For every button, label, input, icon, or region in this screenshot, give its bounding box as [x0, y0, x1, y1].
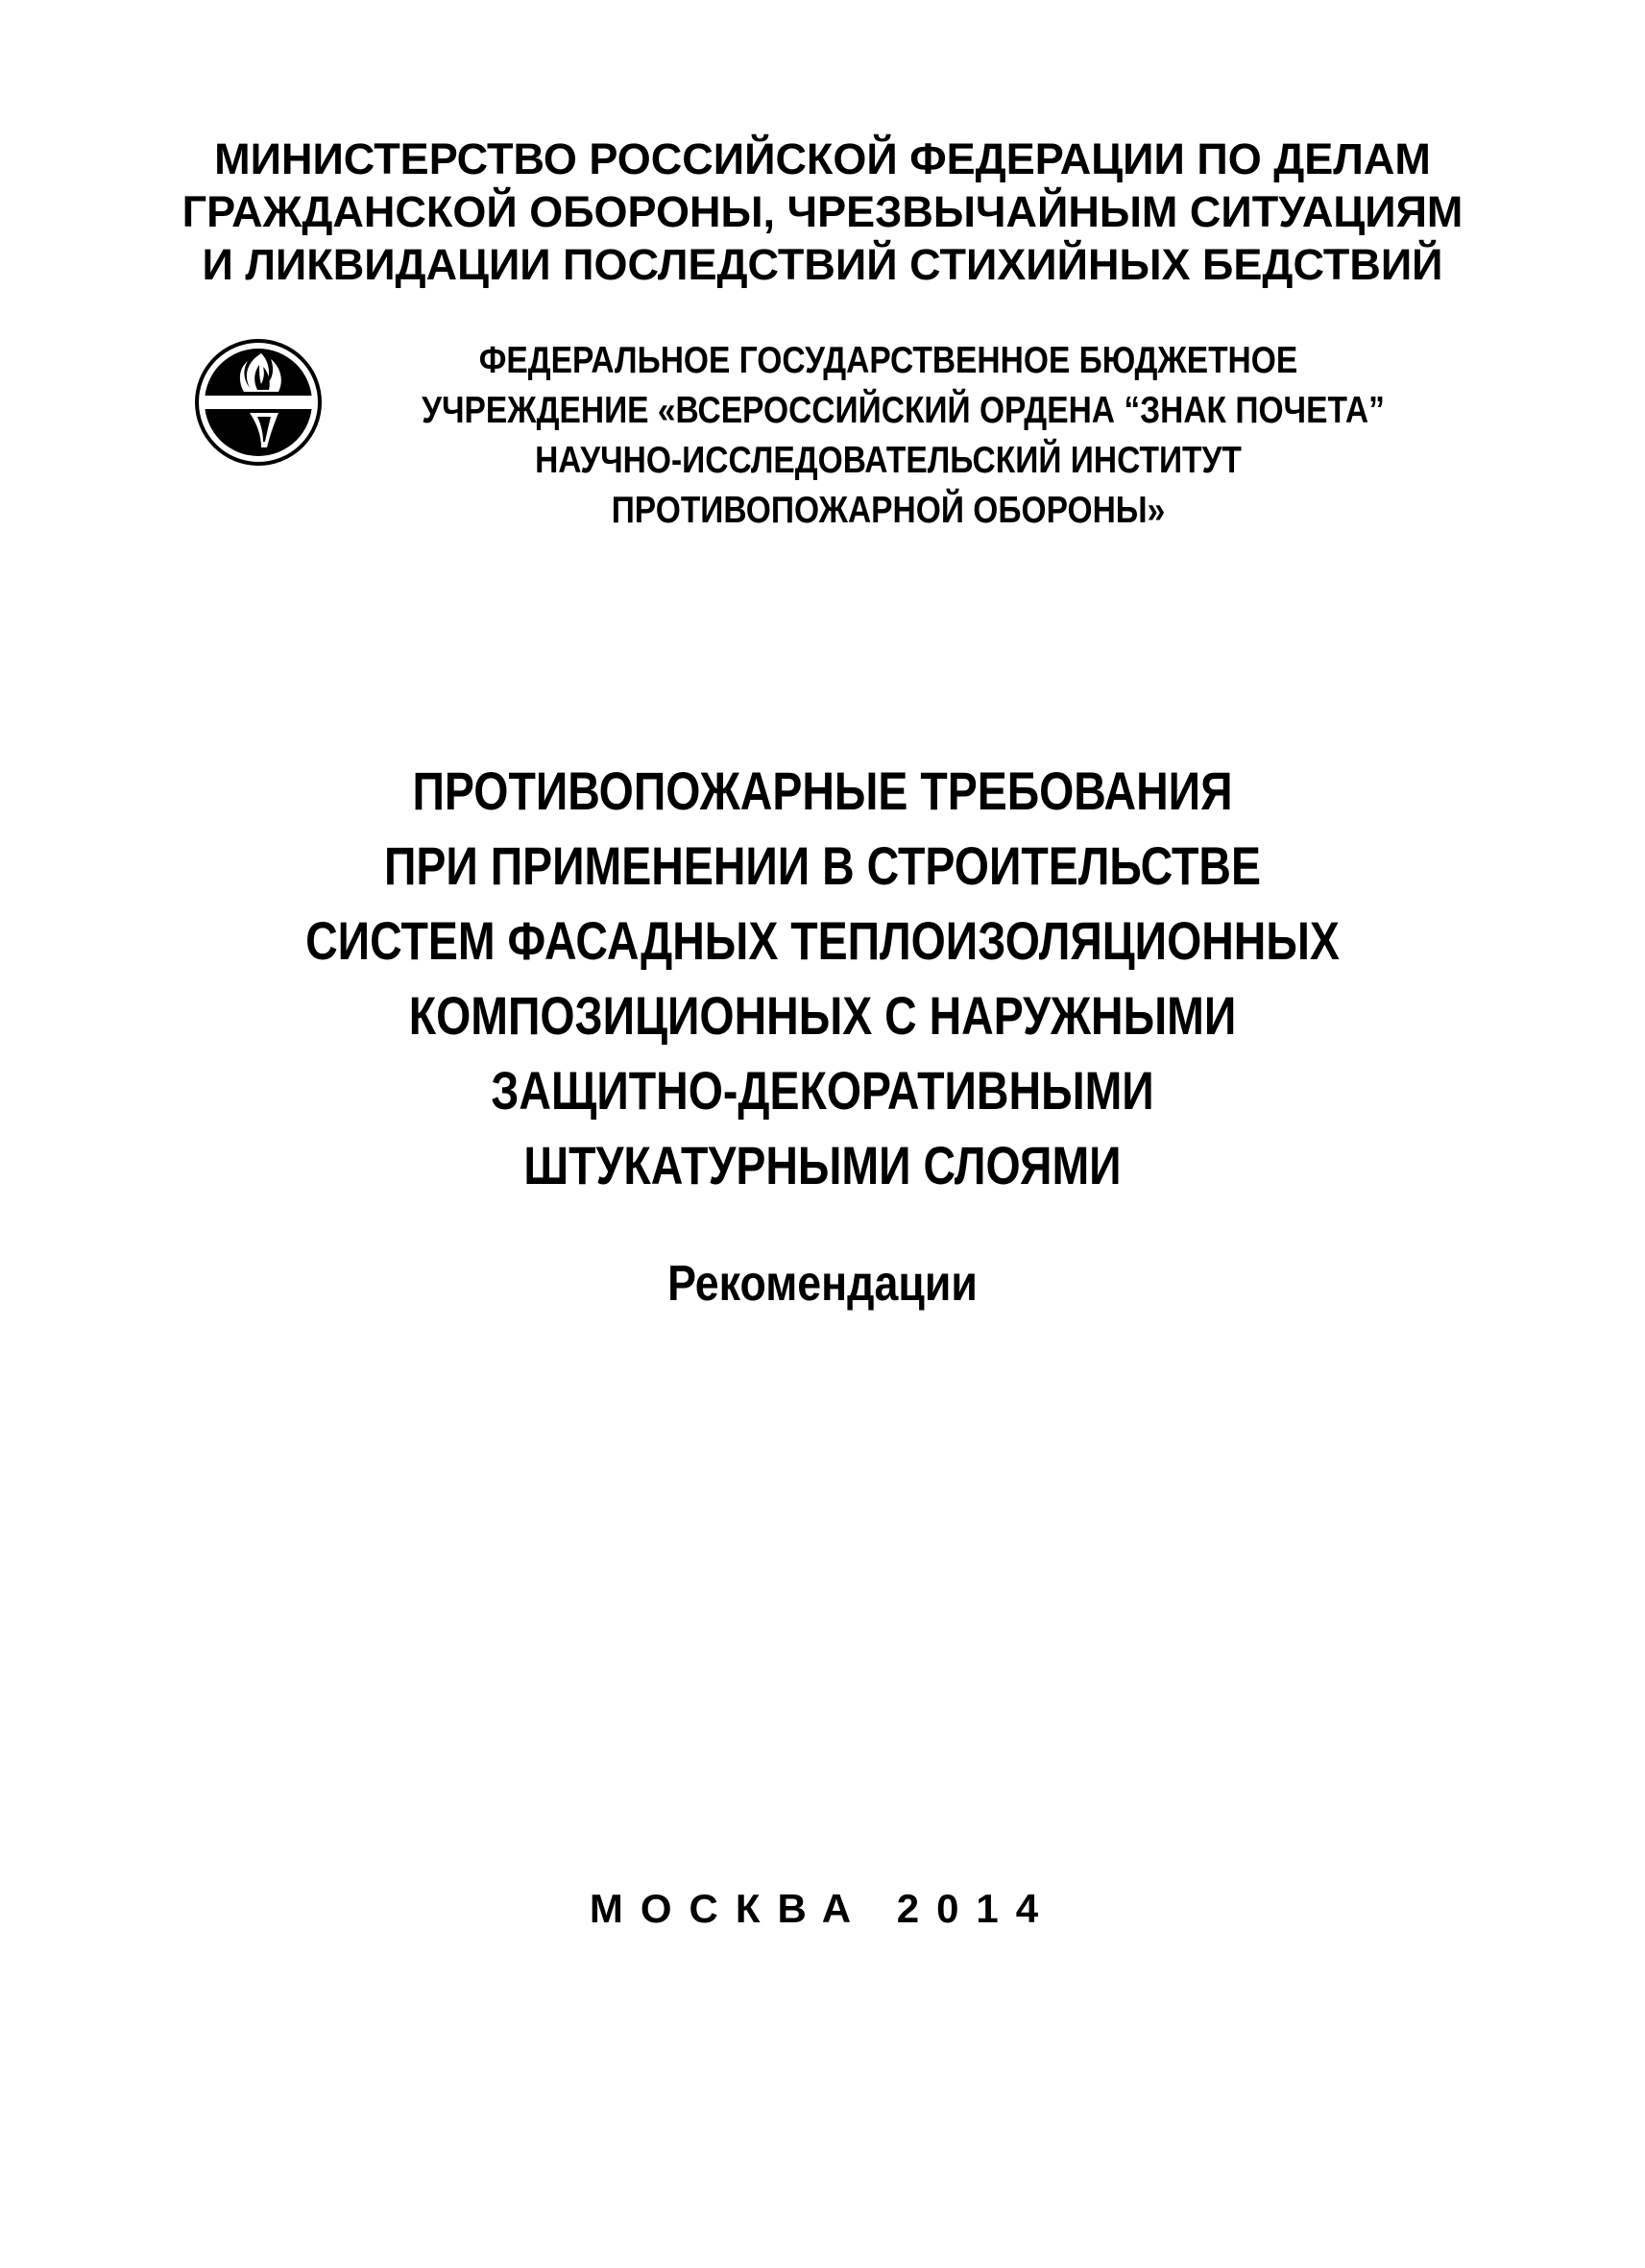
publication-year: 2014	[896, 1886, 1056, 1931]
institute-line: ФЕДЕРАЛЬНОЕ ГОСУДАРСТВЕННОЕ БЮДЖЕТНОЕ	[478, 340, 1298, 381]
ministry-heading	[144, 133, 1501, 291]
title-line: ЗАЩИТНО-ДЕКОРАТИВНЫМИ	[491, 1060, 1154, 1121]
ministry-line: И ЛИКВИДАЦИИ ПОСЛЕДСТВИЙ СТИХИЙНЫХ БЕДСТВИЙ	[202, 240, 1443, 289]
institute-line: УЧРЕЖДЕНИЕ «ВСЕРОССИЙСКИЙ ОРДЕНА “ЗНАК ПОЧЕТА”	[422, 390, 1385, 431]
publication-city: МОСКВА	[589, 1886, 869, 1931]
ministry-line: ГРАЖДАНСКОЙ ОБОРОНЫ, ЧРЕЗВЫЧАЙНЫМ СИТУАЦИЯМ	[181, 187, 1464, 236]
title-line: СИСТЕМ ФАСАДНЫХ ТЕПЛОИЗОЛЯЦИОННЫХ	[305, 910, 1340, 971]
document-title	[220, 754, 1426, 1203]
document-subtitle: Рекомендации	[667, 1256, 978, 1312]
title-line: КОМПОЗИЦИОННЫХ С НАРУЖНЫМИ	[408, 985, 1237, 1046]
title-line: ПРИ ПРИМЕНЕНИИ В СТРОИТЕЛЬСТВЕ	[384, 835, 1261, 896]
ministry-line: МИНИСТЕРСТВО РОССИЙСКОЙ ФЕДЕРАЦИИ ПО ДЕЛАМ	[214, 134, 1431, 183]
institute-emblem-icon	[194, 338, 323, 467]
institute-line: НАУЧНО-ИССЛЕДОВАТЕЛЬСКИЙ ИНСТИТУТ	[535, 440, 1242, 481]
institute-heading	[422, 336, 1385, 536]
institute-line: ПРОТИВОПОЖАРНОЙ ОБОРОНЫ»	[611, 490, 1166, 531]
title-line: ПРОТИВОПОЖАРНЫЕ ТРЕБОВАНИЯ	[412, 760, 1233, 821]
title-line: ШТУКАТУРНЫМИ СЛОЯМИ	[523, 1135, 1122, 1195]
publication-place-year	[384, 1884, 1261, 1934]
